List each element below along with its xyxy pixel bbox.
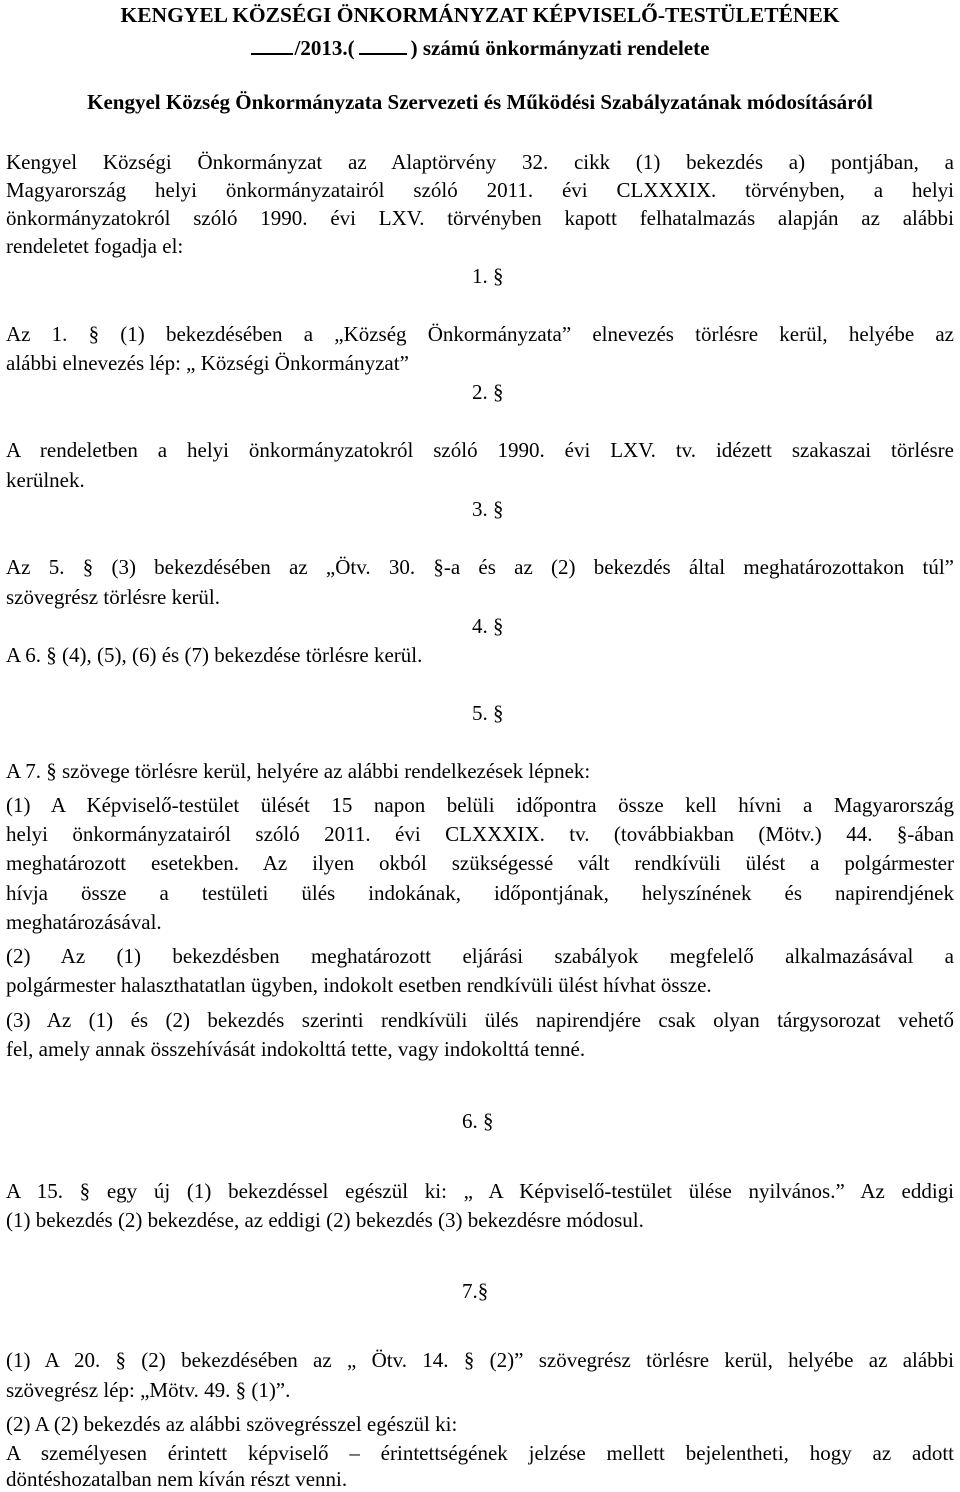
section-5-line: (3) Az (1) és (2) bekezdés szerinti rendkívüli ülés napirendjére csak olyan tárgysorozat vehető (6, 1008, 954, 1032)
section-5-line: hívja össze a testületi ülés indokának, időpontjának, helyszínének és napirendjének (6, 881, 954, 905)
section-heading-4: 4. § (472, 614, 504, 638)
section-5-line: (1) A Képviselő-testület ülését 15 napon belüli időpontra össze kell hívni a Magyarország (6, 793, 954, 817)
section-heading-3: 3. § (472, 497, 504, 521)
header-line-2-part-1: /2013.( (294, 36, 355, 60)
header-line-1: KENGYEL KÖZSÉGI ÖNKORMÁNYZAT KÉPVISELŐ-TESTÜLETÉNEK (120, 3, 840, 27)
preamble-line: Magyarország helyi önkormányzatairól szóló 2011. évi CLXXXIX. törvényben, a helyi (6, 178, 954, 202)
header-line-2-part-2: ) számú önkormányzati rendelete (410, 36, 710, 60)
section-5-line: (2) Az (1) bekezdésben meghatározott eljárási szabályok megfelelő alkalmazásával a (6, 944, 954, 968)
section-7-line: (1) A 20. § (2) bekezdésében az „ Ötv. 14. § (2)” szövegrész törlésre kerül, helyébe az alábbi (6, 1348, 954, 1372)
date-blank (359, 33, 407, 55)
section-4-line: A 6. § (4), (5), (6) és (7) bekezdése törlésre kerül. (6, 643, 423, 667)
section-heading-1: 1. § (472, 264, 504, 288)
number-blank (251, 33, 293, 55)
section-3-line: Az 5. § (3) bekezdésében az „Ötv. 30. §-a és az (2) bekezdés által meghatározottakon túl” (6, 555, 954, 579)
section-heading-7: 7.§ (462, 1279, 489, 1303)
section-5-line: fel, amely annak összehívását indokolttá tette, vagy indokolttá tenné. (6, 1037, 586, 1061)
section-5-line: A 7. § szövege törlésre kerül, helyére az alábbi rendelkezések lépnek: (6, 759, 591, 783)
section-1-line: alábbi elnevezés lép: „ Községi Önkormányzat” (6, 351, 409, 375)
preamble-line: Kengyel Községi Önkormányzat az Alaptörvény 32. cikk (1) bekezdés a) pontjában, a (6, 150, 954, 174)
header-line-2 (0, 33, 960, 59)
section-heading-5: 5. § (472, 701, 504, 725)
section-heading-2: 2. § (472, 380, 504, 404)
section-heading-6: 6. § (462, 1109, 494, 1133)
section-7-line: szövegrész lép: „Mötv. 49. § (1)”. (6, 1378, 291, 1402)
preamble-line: önkormányzatokról szóló 1990. évi LXV. törvényben kapott felhatalmazás alapján az alábbi (6, 206, 954, 230)
section-3-line: szövegrész törlésre kerül. (6, 585, 220, 609)
preamble-line: rendeletet fogadja el: (6, 234, 184, 258)
section-7-line: (2) A (2) bekezdés az alábbi szövegrésszel egészül ki: (6, 1412, 458, 1436)
document-title: Kengyel Község Önkormányzata Szervezeti és Működési Szabályzatának módosításáról (87, 90, 873, 114)
section-7-line: A személyesen érintett képviselő – érintettségének jelzése mellett bejelentheti, hogy az adott (6, 1441, 954, 1465)
section-2-line: kerülnek. (6, 468, 85, 492)
section-6-line: (1) bekezdés (2) bekezdése, az eddigi (2) bekezdés (3) bekezdésre módosul. (6, 1208, 644, 1232)
section-5-line: meghatározott esetekben. Az ilyen okból szükségessé vált rendkívüli ülést a polgármester (6, 851, 954, 875)
section-6-line: A 15. § egy új (1) bekezdéssel egészül ki: „ A Képviselő-testület ülése nyilvános.” Az eddigi (6, 1179, 954, 1203)
section-2-line: A rendeletben a helyi önkormányzatokról szóló 1990. évi LXV. tv. idézett szakaszai törlésre (6, 438, 954, 462)
section-7-line: döntéshozatalban nem kíván részt venni. (6, 1467, 348, 1491)
section-5-line: helyi önkormányzatairól szóló 2011. évi CLXXXIX. tv. (továbbiakban (Mötv.) 44. §-ában (6, 822, 954, 846)
section-5-line: polgármester halaszthatatlan ügyben, indokolt esetben rendkívüli ülést hívhat össze. (6, 973, 712, 997)
section-5-line: meghatározásával. (6, 910, 162, 934)
section-1-line: Az 1. § (1) bekezdésében a „Község Önkormányzata” elnevezés törlésre kerül, helyébe az (6, 322, 954, 346)
